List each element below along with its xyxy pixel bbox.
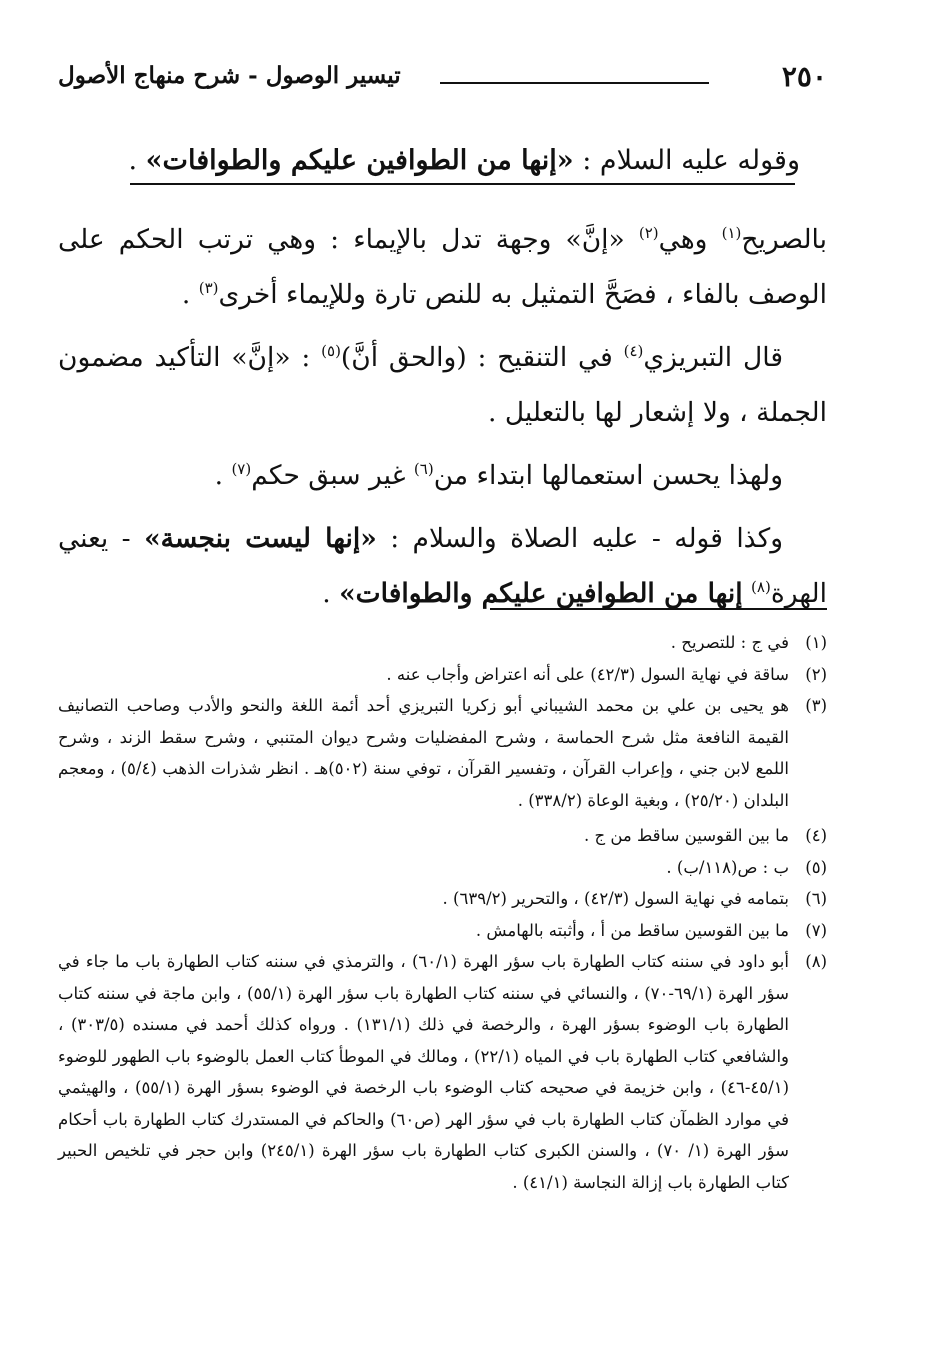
footnote [58,659,827,691]
text-run: غير سبق حكم [251,460,414,491]
footnote-number: (١) [805,633,827,652]
text-run: «إنَّ» وجهة تدل بالإيماء : وهي ترتب الحكم على الوصف بالفاء ، فصَحَّ التمثيل به للنص تارة وللإيماء أخرى [58,224,827,310]
footnote-marker: (٦) [413,460,434,479]
paragraph-1 [58,212,827,322]
footnote-number: (٧) [805,920,827,940]
footnote [58,852,827,884]
hadith-suffix: . [128,145,146,176]
text-run: وكذا قوله - عليه الصلاة والسلام : [376,523,784,554]
main-text [58,212,827,629]
footnote-number: (٣) [805,696,827,715]
footnote-text: ساقة في نهاية السول (٤٢/٣) على أنه اعتراض وأجاب عنه . [386,664,789,684]
footnote-marker: (٤) [623,342,644,361]
paragraph-4 [58,511,827,621]
paragraph-2 [58,330,827,440]
footnote-number: (٦) [805,889,827,908]
text-run: . [181,279,199,310]
footnote-marker: (١) [721,224,742,243]
footnote-text: ب : ص(١١٨/ب) . [666,857,789,877]
footnote-rule [490,608,827,610]
page-header [58,52,827,96]
text-run: وهي [658,224,722,255]
page-number: ٢٥٠ [781,60,827,93]
footnote-marker: (٨) [751,578,771,597]
footnote-number: (٨) [805,952,827,971]
footnote-text: ما بين القوسين ساقط من أ ، وأثبته بالهامش . [475,920,789,940]
footnote-marker: (٢) [638,224,659,243]
footnote [58,627,827,659]
hadith-line [128,138,800,184]
footnote-number: (٢) [805,664,827,684]
header-rule [440,82,709,84]
text-run: قال التبريزي [643,342,783,373]
hadith-quote: «إنها من الطوافين عليكم والطوافات» [145,145,574,176]
footnote-marker: (٣) [198,279,219,298]
footnote [58,820,827,852]
footnote [58,883,827,915]
footnote [58,690,827,816]
text-run [743,578,751,609]
footnote-marker: (٧) [231,460,252,479]
footnote-text: في ج : للتصريح . [670,633,789,652]
text-run: : «إنَّ» التأكيد مضمون الجملة ، ولا إشعار لها بالتعليل . [58,342,827,428]
footnote-number: (٤) [805,826,827,845]
text-run: . [322,578,340,609]
hadith-quote: إنها من الطوافين عليكم والطوافات» [339,578,743,609]
footnote [58,946,827,1198]
footnote-text: أبو داود في سننه كتاب الطهارة باب سؤر الهرة (٦٠/١) ، والترمذي في سننه كتاب الطهارة باب ما جاء في سؤر الهرة (٦٩/١-٧٠) ، والنسائي في سننه كتاب الطهارة باب سؤر الهرة (٥٥/١) ، وابن ماجة في سننه كتاب الطهارة باب الوضوء بسؤر الهرة ، والرخصة في ذلك (١٣١/١) . ورواه كذلك أحمد في مسنده (٣٠٣/٥) ، والشافعي كتاب الطهارة باب في المياه (٢٢/١) ، ومالك في الموطأ كتاب العمل بالوضوء باب الطهور للوضوء (٤٥/١-٤٦) ، وابن خزيمة في صحيحه كتاب الوضوء باب الرخصة في الوضوء بسؤر الهرة (٥٥/١) ، والهيثمي في موارد الظمآن كتاب الطهارة باب في سؤر الهر (ص٦٠) والحاكم في المستدرك كتاب الطهارة باب أحكام سؤر الهرة (١/ ٧٠) ، والسنن الكبرى كتاب الطهارة باب سؤر الهرة (٢٤٥/١) وابن حجر في تلخيص الحبير كتاب الطهارة باب إزالة النجاسة (٤١/١) . [58,952,790,1192]
footnote [58,915,827,947]
section-rule [130,183,795,185]
text-run: في التنقيح : (والحق أنَّ) [340,342,624,373]
running-title: تيسير الوصول - شرح منهاج الأصول [58,62,401,89]
hadith-quote: «إنها ليست بنجسة» [144,523,377,554]
hadith-prefix: وقوله عليه السلام : [573,145,800,176]
footnote-text: ما بين القوسين ساقط من ج . [583,826,789,845]
text-run: . [214,460,232,491]
footnote-marker: (٥) [321,342,341,361]
text-run: بالصريح [741,224,827,255]
paragraph-3 [58,448,827,503]
footnotes [58,627,827,1198]
footnote-text: بتمامه في نهاية السول (٤٢/٣) ، والتحرير (٦٣٩/٢) . [442,889,789,908]
text-run: ولهذا يحسن استعمالها ابتداء من [433,460,783,491]
text-run: - يعني الهرة [58,523,827,609]
footnote-text: هو يحيى بن علي بن محمد الشيباني أبو زكريا التبريزي أحد أئمة اللغة والنحو والأدب وصاحب التصانيف القيمة النافعة مثل شرح الحماسة ، وشرح المفضليات وشرح ديوان المتنبي ، وشرح سقط الزند ، وشرح اللمع لابن جني ، وإعراب القرآن ، وتفسير القرآن ، توفي سنة (٥٠٢)هـ . انظر شذرات الذهب (٥/٤) ، ومعجم البلدان (٢٥/٢٠) ، وبغية الوعاة (٣٣٨/٢) . [58,696,789,810]
footnote-number: (٥) [805,857,827,877]
